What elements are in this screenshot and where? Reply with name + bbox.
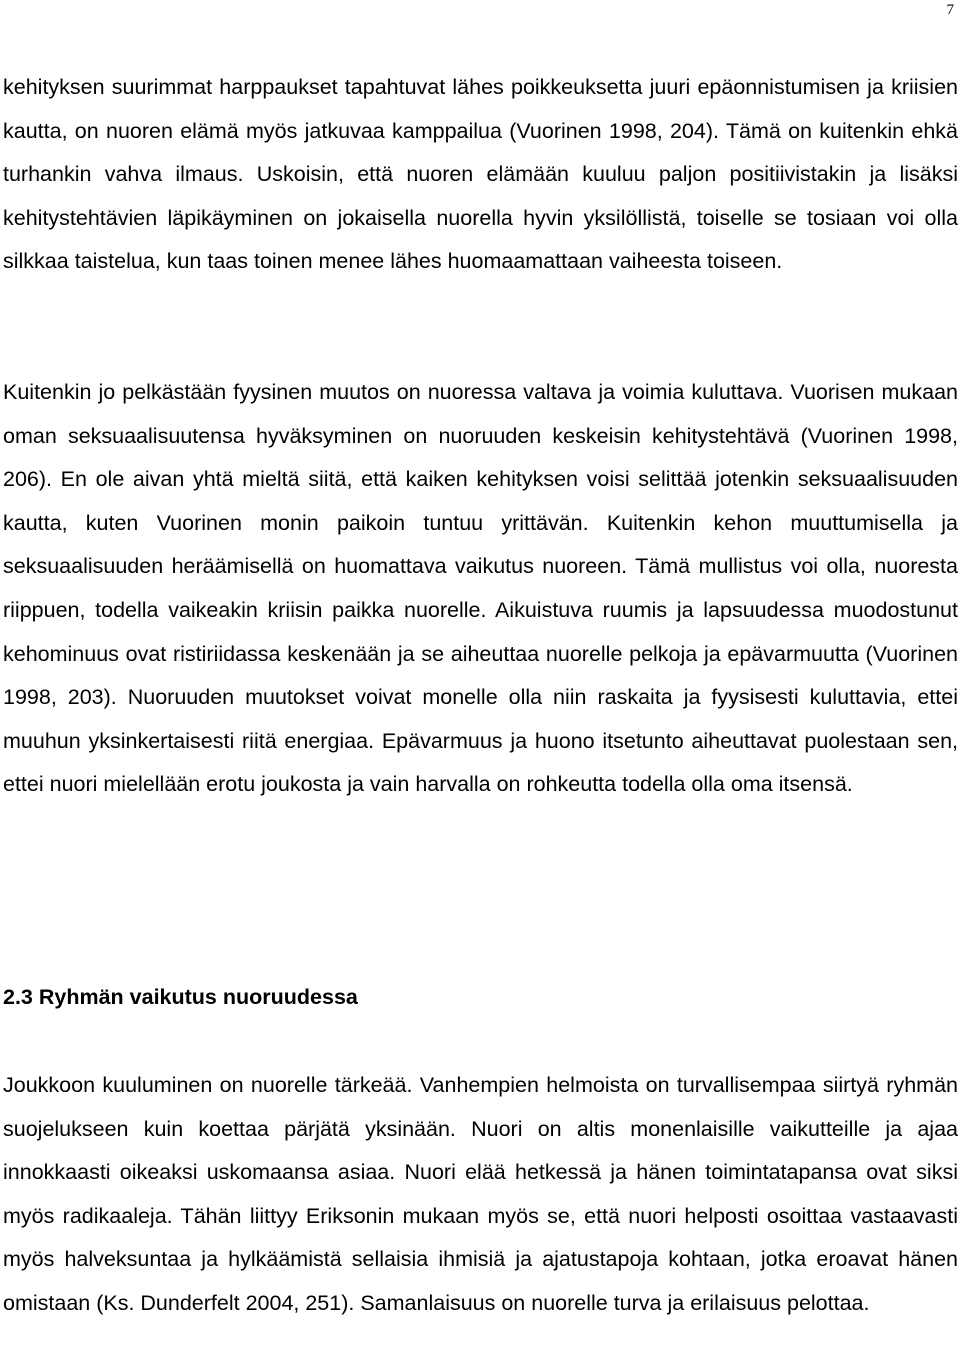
section-heading: 2.3 Ryhmän vaikutus nuoruudessa: [3, 985, 358, 1009]
paragraph-2: Kuitenkin jo pelkästään fyysinen muutos on nuoressa valtava ja voimia kuluttava. Vuorisen mukaan oman seksuaalisuutensa hyväksyminen on nuoruuden keskeisin kehitystehtävä (Vuorinen 1998, 206). En ole aivan yhtä mieltä siitä, että kaiken kehityksen voisi selittää jotenkin seksuaalisuuden kautta, kuten Vuorinen monin paikoin tuntuu yrittävän. Kuitenkin kehon muuttumisella ja seksuaalisuuden heräämisellä on huomattava vaikutus nuoreen. Tämä mullistus voi olla, nuoresta riippuen, todella vaikeakin kriisin paikka nuorelle. Aikuistuva ruumis ja lapsuudessa muodostunut kehominuus ovat ristiriidassa keskenään ja se aiheuttaa nuorelle pelkoja ja epävarmuutta (Vuorinen 1998, 203). Nuoruuden muutokset voivat monelle olla niin raskaita ja fyysisesti kuluttavia, ettei muuhun yksinkertaisesti riitä energiaa. Epävarmuus ja huono itsetunto aiheuttavat puolestaan sen, ettei nuori mielellään erotu joukosta ja vain harvalla on rohkeutta todella olla oma itsensä.: [3, 380, 958, 797]
paragraph-1: kehityksen suurimmat harppaukset tapahtuvat lähes poikkeuksetta juuri epäonnistumisen ja kriisien kautta, on nuoren elämä myös jatkuvaa kamppailua (Vuorinen 1998, 204). Tämä on kuitenkin ehkä turhankin vahva ilmaus. Uskoisin, että nuoren elämään kuuluu paljon positiivistakin ja lisäksi kehitystehtävien läpikäyminen on jokaisella nuorella hyvin yksilöllistä, toiselle se tosiaan voi olla silkkaa taistelua, kun taas toinen menee lähes huomaamattaan vaiheesta toiseen.: [3, 75, 958, 274]
paragraph-3: Joukkoon kuuluminen on nuorelle tärkeää. Vanhempien helmoista on turvallisempaa siirtyä ryhmän suojelukseen kuin koettaa pärjätä yksinään. Nuori on altis monenlaisille vaikutteille ja ajaa innokkaasti oikeaksi uskomaansa asiaa. Nuori elää hetkessä ja hänen toimintatapansa ovat siksi myös radikaaleja. Tähän liittyy Eriksonin mukaan myös se, että nuori helposti osoittaa vastaavasti myös halveksuntaa ja hylkäämistä sellaisia ihmisiä ja ajatustapoja kohtaan, jotka eroavat hänen omistaan (Ks. Dunderfelt 2004, 251). Samanlaisuus on nuorelle turva ja erilaisuus pelottaa.: [3, 1073, 958, 1315]
page-number: 7: [946, 2, 954, 18]
